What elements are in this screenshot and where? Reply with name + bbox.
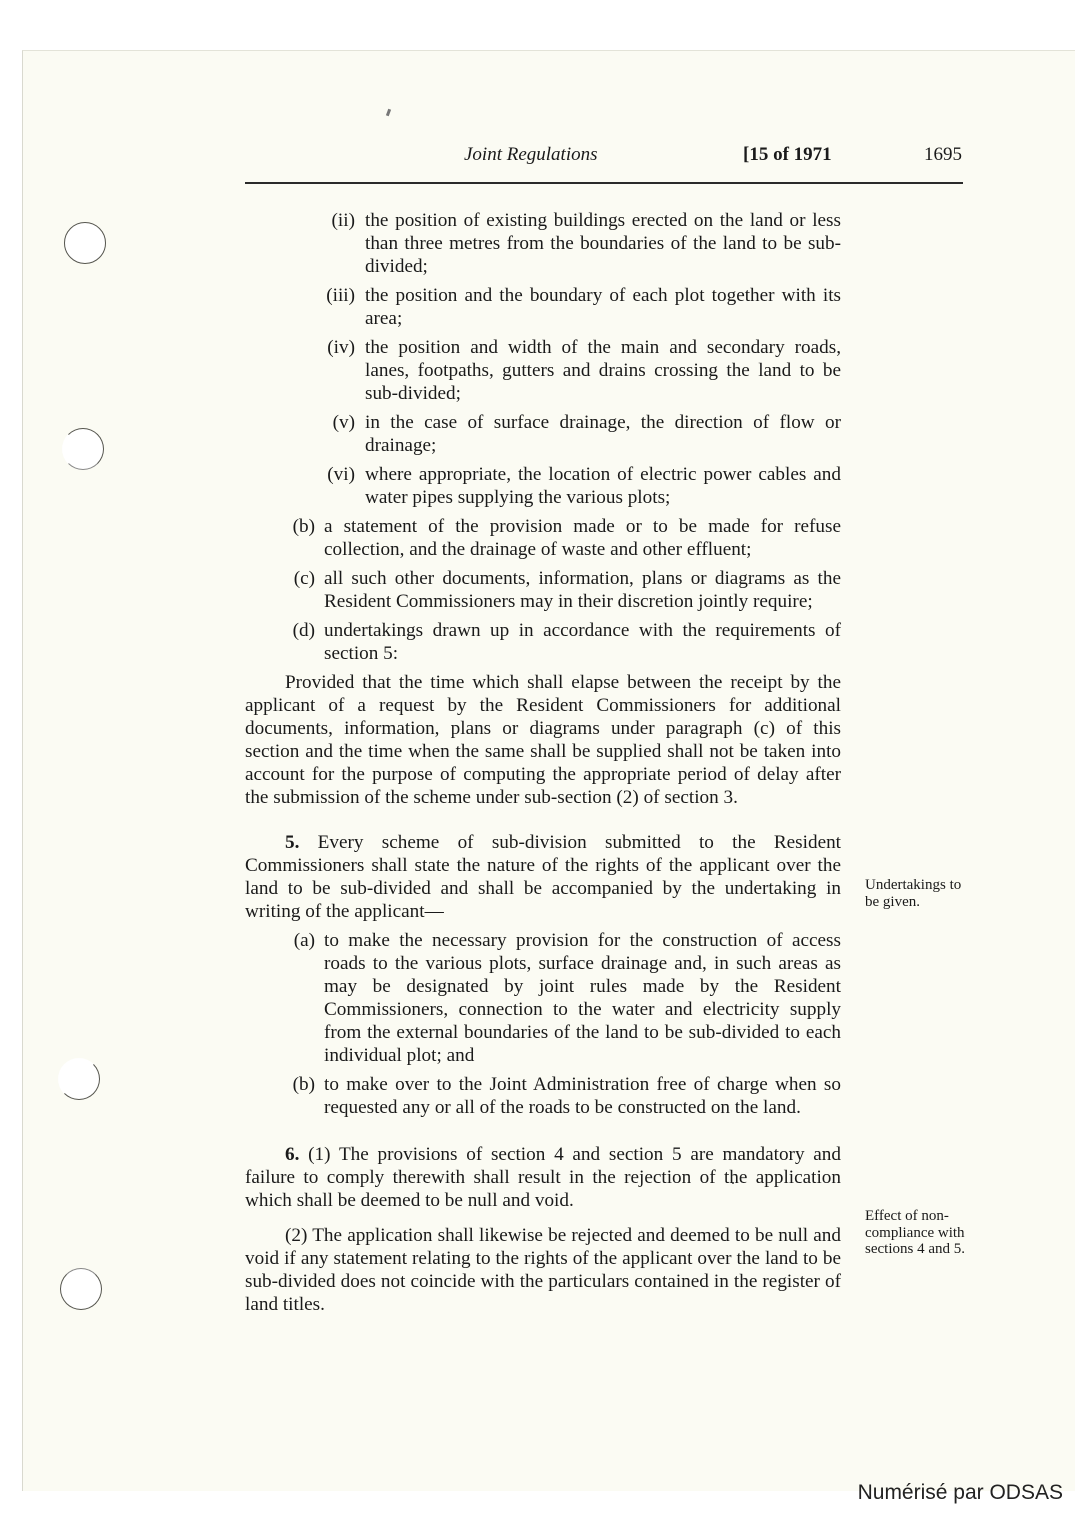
section-number: 5. [285,832,300,853]
item-text: undertakings drawn up in accordance with the requirements of section 5: [324,620,841,664]
item-label: (a) [293,930,315,951]
section-text: Every scheme of sub-division submitted to the Resident Commissioners shall state the nature of the rights of the applicant over the land to be sub-divided and shall be accompanied by the undertaking in writing of the applicant— [245,832,842,922]
act-reference: [15 of 1971 [743,144,832,165]
item-text: the position and width of the main and secondary roads, lanes, footpaths, gutters and drains crossing the land to be sub-divided; [365,337,841,404]
item-label: (ii) [331,210,355,231]
item-text: the position and the boundary of each plot together with its area; [365,285,841,329]
digitization-stamp: Numérisé par ODSAS [857,1481,1063,1504]
subsection-text: The provisions of section 4 and section 5 are mandatory and failure to comply therewith shall result in the rejection of the application which shall be deemed to be null and void. [245,1144,841,1211]
item-label: (vi) [327,464,355,485]
list-item [245,411,841,457]
item-text: a statement of the provision made or to be made for refuse collection, and the drainage of waste and other effluent; [324,516,841,560]
item-label: (v) [332,412,355,433]
paragraph-item [245,515,841,561]
punch-hole-1 [64,222,106,264]
item-text: in the case of surface drainage, the direction of flow or drainage; [365,412,841,456]
punch-hole-2 [62,428,104,470]
running-title: Joint Regulations [464,144,598,165]
header-rule [245,182,963,184]
section-6-subsection-2 [245,1224,841,1316]
paragraph-item [245,1073,841,1119]
item-label: (b) [292,516,315,537]
section-6-subsection-1 [245,1143,841,1212]
item-text: the position of existing buildings erected on the land or less than three metres from the boundaries of the land to be sub-divided; [365,210,841,277]
item-text: to make the necessary provision for the construction of access roads to the various plots, surface drainage and, in such areas as may be designated by joint rules made by the Resident Commissioners, connection to the water and electricity supply from the external boundaries of the land to be sub-divided to each individual plot; and [324,930,841,1066]
subsection-label: (2) [285,1225,308,1246]
section-number: 6. [285,1144,300,1165]
item-label: (iii) [326,285,355,306]
item-text: where appropriate, the location of electric power cables and water pipes supplying the various plots; [365,464,841,508]
punch-hole-3 [58,1058,100,1100]
item-text: to make over to the Joint Administration free of charge when so requested any or all of the roads to be constructed on the land. [324,1074,841,1118]
list-item [245,209,841,278]
item-label: (d) [292,620,315,641]
paragraph-item [245,929,841,1067]
item-label: (iv) [327,337,355,358]
section-5-paragraph [245,831,841,923]
subsection-label: (1) [308,1144,331,1165]
margin-note-section-5: Undertakings to be given. [865,877,962,910]
page-number: 1695 [924,144,962,165]
paragraph-item [245,619,841,665]
paragraph-item [245,567,841,613]
item-text: all such other documents, information, plans or diagrams as the Resident Commissioners may in their discretion jointly require; [324,568,841,612]
item-label: (b) [292,1074,315,1095]
proviso-paragraph: Provided that the time which shall elapse between the receipt by the applicant of a request by the Resident Commissioners for additional documents, information, plans or diagrams under paragraph (c) of this section and the time when the same shall be supplied shall not be taken into account for the purpose of computing the appropriate period of delay after the submission of the scheme under sub-section (2) of section 3. [245,672,841,808]
list-item [245,284,841,330]
list-item [245,336,841,405]
document-body [245,209,841,1316]
list-item [245,463,841,509]
item-label: (c) [293,568,315,589]
subsection-text: The application shall likewise be rejected and deemed to be null and void if any statement relating to the rights of the applicant over the land to be sub-divided does not coincide with the particulars contained in the register of land titles. [245,1225,841,1315]
margin-note-section-6: Effect of non-compliance with sections 4 and 5. [865,1208,965,1257]
punch-hole-4 [60,1268,102,1310]
